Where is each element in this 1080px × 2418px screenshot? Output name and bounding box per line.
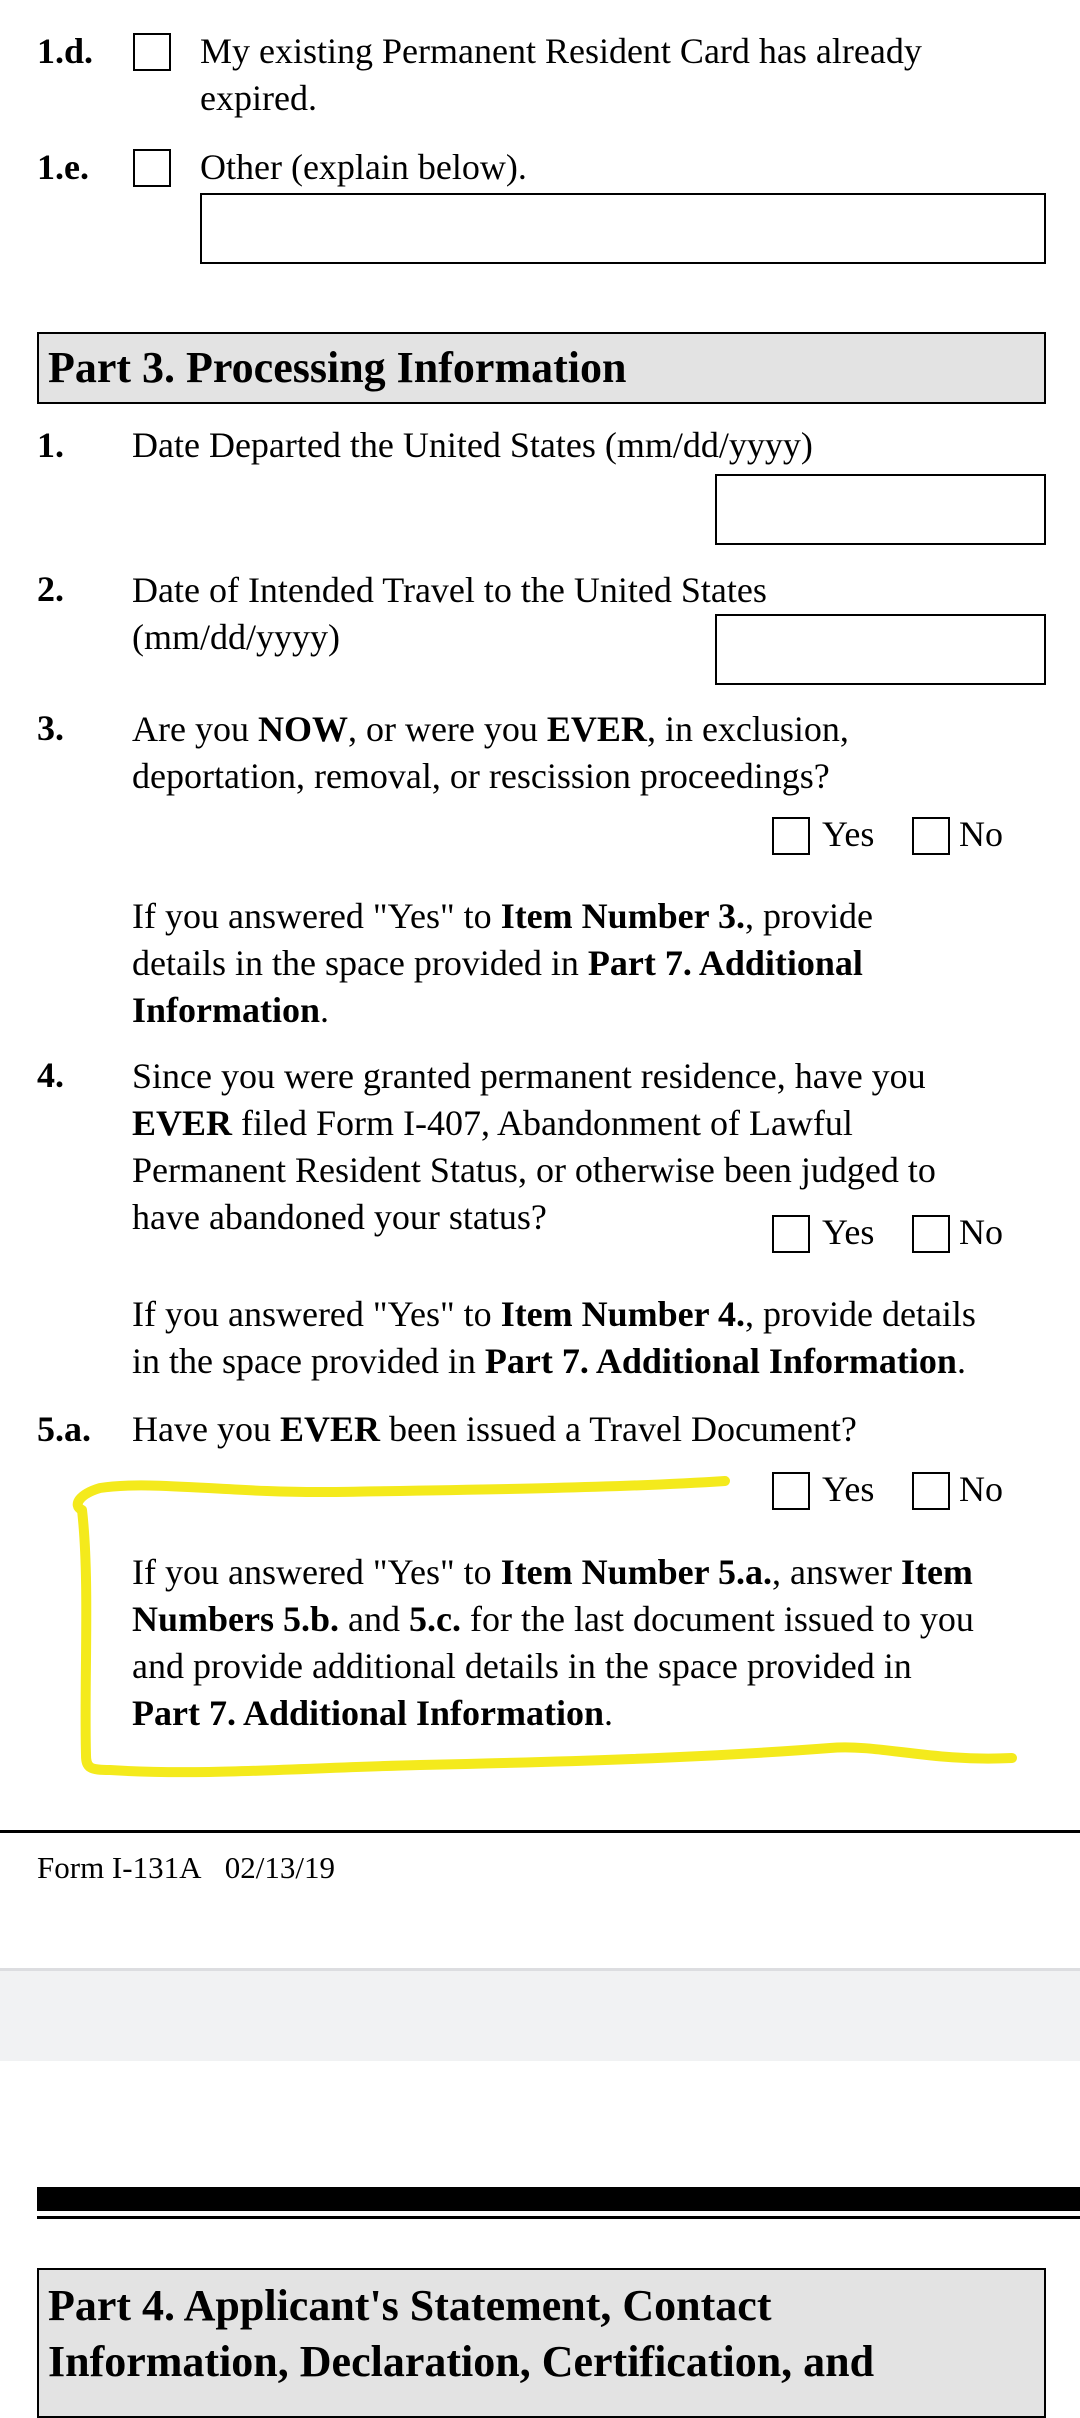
q1-text: Date Departed the United States (mm/dd/yyyy) bbox=[132, 425, 813, 465]
item-1e-text: Other (explain below). bbox=[200, 147, 527, 187]
date-departed-field[interactable] bbox=[715, 474, 1046, 545]
q4-yes-checkbox[interactable] bbox=[772, 1215, 810, 1253]
part4-header: Part 4. Applicant's Statement, Contact Information, Declaration, Certification, and bbox=[37, 2268, 1046, 2418]
q2-number: 2. bbox=[37, 569, 64, 609]
thin-top-rule bbox=[37, 2216, 1080, 2219]
q4-number: 4. bbox=[37, 1055, 64, 1095]
q5a-yes-checkbox[interactable] bbox=[772, 1472, 810, 1510]
page-gap bbox=[0, 1968, 1080, 2061]
part3-header: Part 3. Processing Information bbox=[37, 332, 1046, 404]
q3-note: If you answered "Yes" to Item Number 3., provide details in the space provided in Part 7. Additional Information. bbox=[132, 896, 873, 1030]
explain-other-field[interactable] bbox=[200, 193, 1046, 264]
date-intended-travel-field[interactable] bbox=[715, 614, 1046, 685]
q3-number: 3. bbox=[37, 708, 64, 748]
checkbox-1d[interactable] bbox=[133, 33, 171, 71]
q3-yes-checkbox[interactable] bbox=[772, 817, 810, 855]
q3-yes-label: Yes bbox=[822, 814, 875, 854]
footer-rule bbox=[0, 1830, 1080, 1833]
q3-no-checkbox[interactable] bbox=[912, 817, 950, 855]
q3-no-label: No bbox=[959, 814, 1003, 854]
q4-note: If you answered "Yes" to Item Number 4., provide details in the space provided in Part 7. Additional Information. bbox=[132, 1294, 976, 1381]
q5a-note: If you answered "Yes" to Item Number 5.a., answer Item Numbers 5.b. and 5.c. for the last document issued to you and provide additional details in the space provided in Part 7. Additional Information. bbox=[132, 1552, 974, 1733]
q5a-yes-label: Yes bbox=[822, 1469, 875, 1509]
q5a-no-label: No bbox=[959, 1469, 1003, 1509]
q5a-text: Have you EVER been issued a Travel Document? bbox=[132, 1409, 857, 1449]
q4-no-checkbox[interactable] bbox=[912, 1215, 950, 1253]
q5a-number: 5.a. bbox=[37, 1409, 91, 1449]
q3-text: Are you NOW, or were you EVER, in exclusion, deportation, removal, or rescission proceedings? bbox=[132, 709, 849, 796]
item-1d-text: My existing Permanent Resident Card has already expired. bbox=[200, 31, 922, 118]
form-footer: Form I-131A 02/13/19 bbox=[37, 1850, 335, 1885]
q1-number: 1. bbox=[37, 425, 64, 465]
item-number-1d: 1.d. bbox=[37, 31, 94, 71]
q4-text: Since you were granted permanent residence, have you EVER filed Form I-407, Abandonment of Lawful Permanent Resident Status, or otherwise been judged to have abandoned your status? bbox=[132, 1056, 936, 1237]
q4-yes-label: Yes bbox=[822, 1212, 875, 1252]
thick-top-rule bbox=[37, 2187, 1080, 2211]
q2-text: Date of Intended Travel to the United States (mm/dd/yyyy) bbox=[132, 570, 767, 657]
item-number-1e: 1.e. bbox=[37, 147, 89, 187]
q5a-no-checkbox[interactable] bbox=[912, 1472, 950, 1510]
checkbox-1e[interactable] bbox=[133, 149, 171, 187]
q4-no-label: No bbox=[959, 1212, 1003, 1252]
